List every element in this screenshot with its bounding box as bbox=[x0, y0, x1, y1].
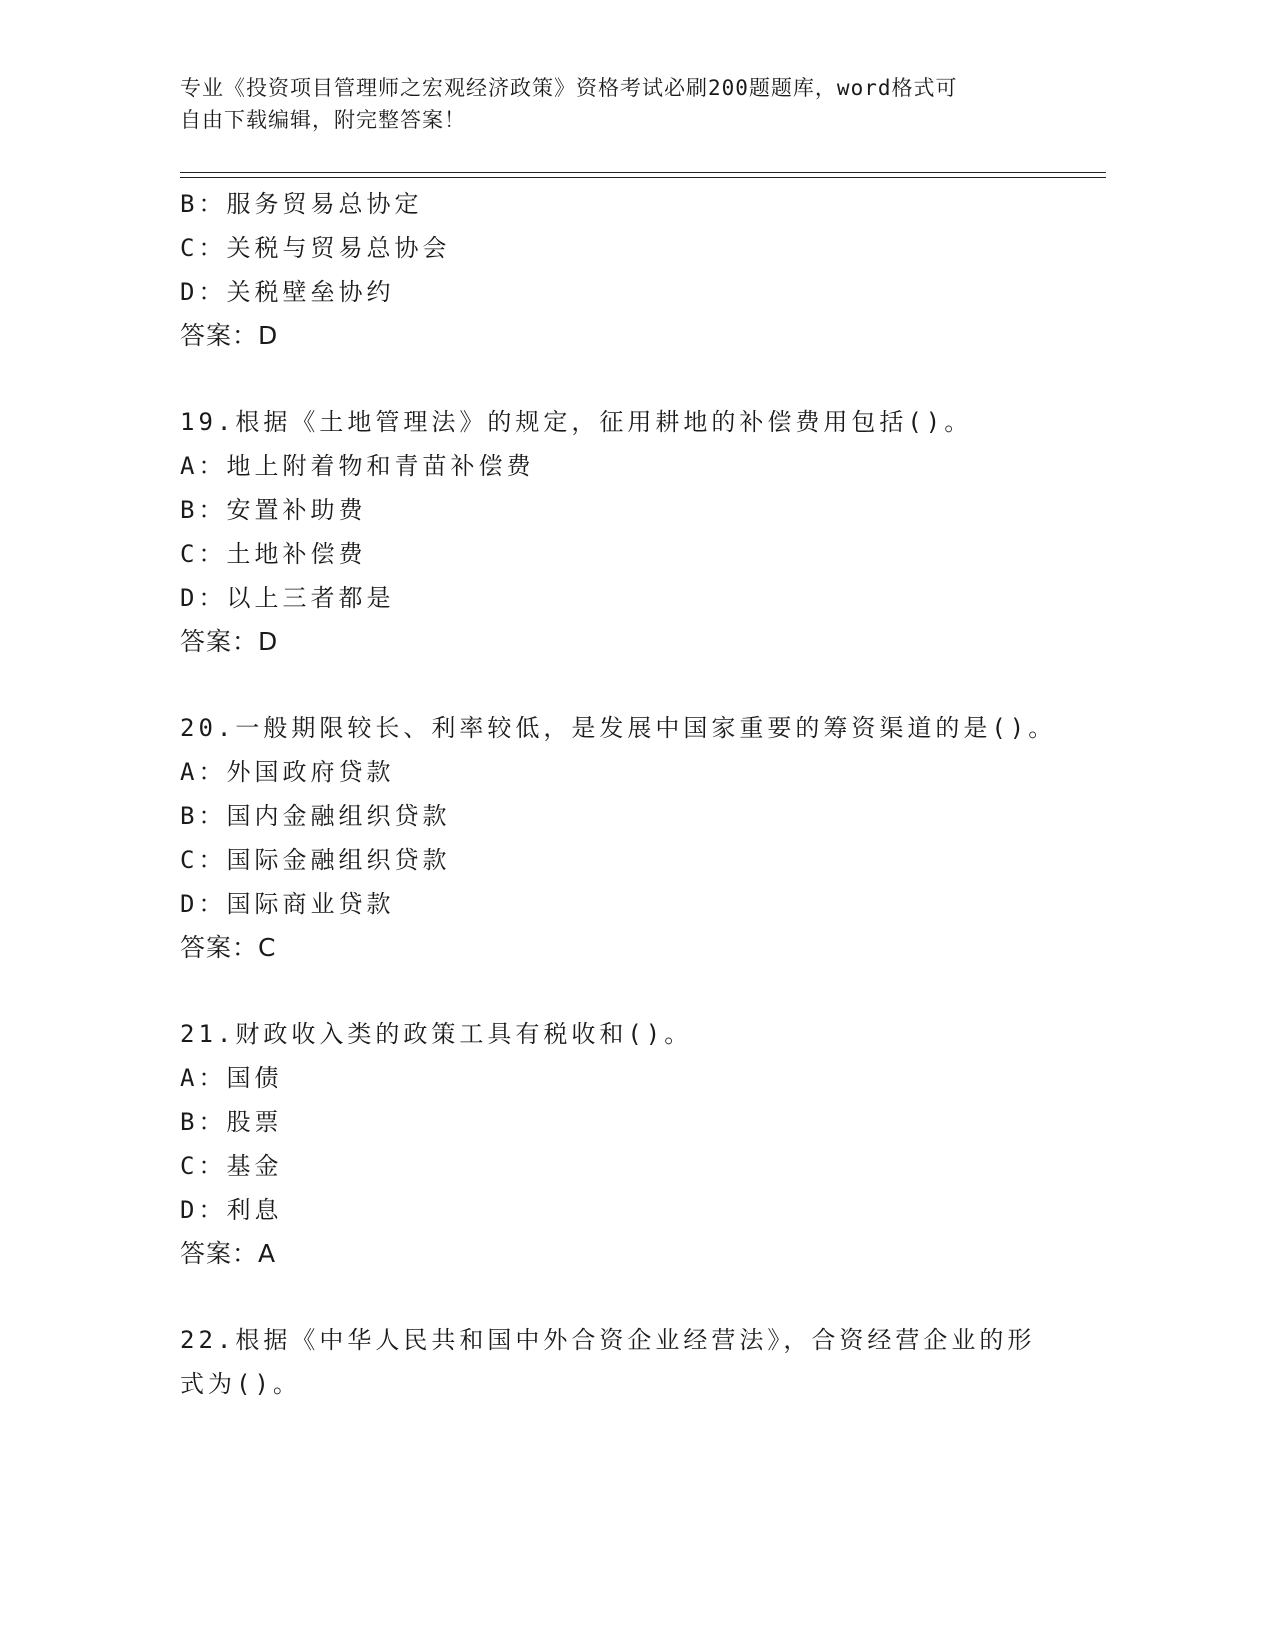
question-21 bbox=[180, 1012, 1080, 1276]
option-d: D：以上三者都是 bbox=[180, 584, 395, 612]
option-a: A：国债 bbox=[180, 1064, 283, 1092]
header-divider-bottom bbox=[180, 177, 1106, 178]
answer-line: 答案：D bbox=[180, 321, 279, 350]
question-title-line-2: 式为()。 bbox=[180, 1370, 301, 1398]
option-d: D：国际商业贷款 bbox=[180, 890, 395, 918]
option-c: C：土地补偿费 bbox=[180, 540, 367, 568]
answer-line: 答案：C bbox=[180, 933, 277, 962]
question-title: 19.根据《土地管理法》的规定，征用耕地的补偿费用包括()。 bbox=[180, 408, 973, 436]
option-c: C：基金 bbox=[180, 1152, 283, 1180]
option-c: C：关税与贸易总协会 bbox=[180, 234, 451, 262]
header-line-1: 专业《投资项目管理师之宏观经济政策》资格考试必刷200题题库，word格式可 bbox=[180, 76, 958, 100]
option-a: A：外国政府贷款 bbox=[180, 758, 395, 786]
option-b: B：股票 bbox=[180, 1108, 283, 1136]
header-line-2: 自由下载编辑，附完整答案！ bbox=[180, 108, 466, 132]
question-list bbox=[180, 182, 1080, 1406]
question-19 bbox=[180, 400, 1080, 664]
answer-line: 答案：A bbox=[180, 1239, 277, 1268]
question-20 bbox=[180, 706, 1080, 970]
answer-line: 答案：D bbox=[180, 627, 279, 656]
question-title-line-1: 22.根据《中华人民共和国中外合资企业经营法》，合资经营企业的形 bbox=[180, 1326, 1036, 1354]
option-b: B：安置补助费 bbox=[180, 496, 367, 524]
option-a: A：地上附着物和青苗补偿费 bbox=[180, 452, 535, 480]
option-b: B：国内金融组织贷款 bbox=[180, 802, 451, 830]
option-d: D：利息 bbox=[180, 1196, 283, 1224]
question-22 bbox=[180, 1318, 1080, 1406]
option-d: D：关税壁垒协约 bbox=[180, 278, 395, 306]
question-title: 20.一般期限较长、利率较低，是发展中国家重要的筹资渠道的是()。 bbox=[180, 714, 1057, 742]
header-divider-top bbox=[180, 172, 1106, 173]
document-header bbox=[180, 72, 1060, 136]
option-c: C：国际金融组织贷款 bbox=[180, 846, 451, 874]
option-b: B：服务贸易总协定 bbox=[180, 190, 423, 218]
question-title: 21.财政收入类的政策工具有税收和()。 bbox=[180, 1020, 693, 1048]
carryover-question bbox=[180, 182, 1080, 358]
